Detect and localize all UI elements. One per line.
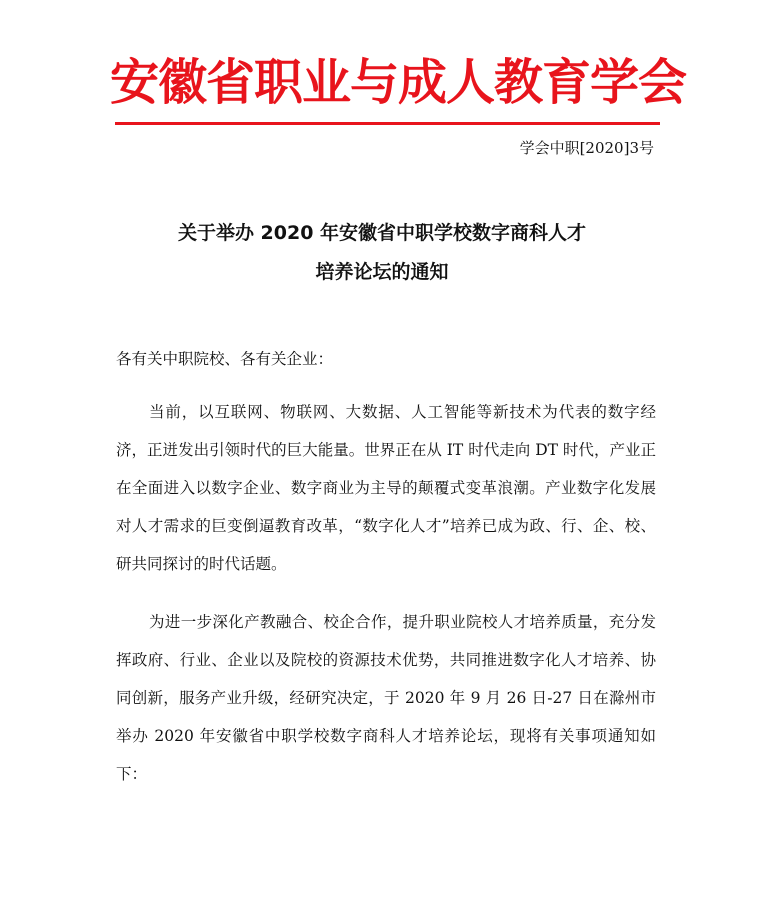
body-paragraph-1: 当前，以互联网、物联网、大数据、人工智能等新技术为代表的数字经济，正迸发出引领时代的巨大能量。世界正在从 IT 时代走向 DT 时代，产业正在全面进入以数字企业、数字商业为主导的颠覆式变革浪潮。产业数字化发展对人才需求的巨变倒逼教育改革，“数字化人才”培养已成为政、行、企、校、研共同探讨的时代话题。: [116, 403, 656, 573]
salutation: 各有关中职院校、各有关企业：: [116, 350, 334, 368]
body-paragraph-2: 为进一步深化产教融合、校企合作，提升职业院校人才培养质量，充分发挥政府、行业、企业以及院校的资源技术优势，共同推进数字化人才培养、协同创新，服务产业升级，经研究决定，于 2020 年 9 月 26 日-27 日在滁州市举办 2020 年安徽省中职学校数字商科人才培养论坛，现将有关事项通知如下：: [116, 613, 656, 783]
notice-title-line-2: 培养论坛的通知: [315, 261, 449, 283]
organization-header: 安徽省职业与成人教育学会: [110, 54, 687, 111]
document-number: 学会中职[2020]3号: [519, 139, 654, 157]
header-red-rule: [115, 122, 660, 125]
notice-title-line-1: 关于举办 2020 年安徽省中职学校数字商科人才: [177, 222, 587, 244]
